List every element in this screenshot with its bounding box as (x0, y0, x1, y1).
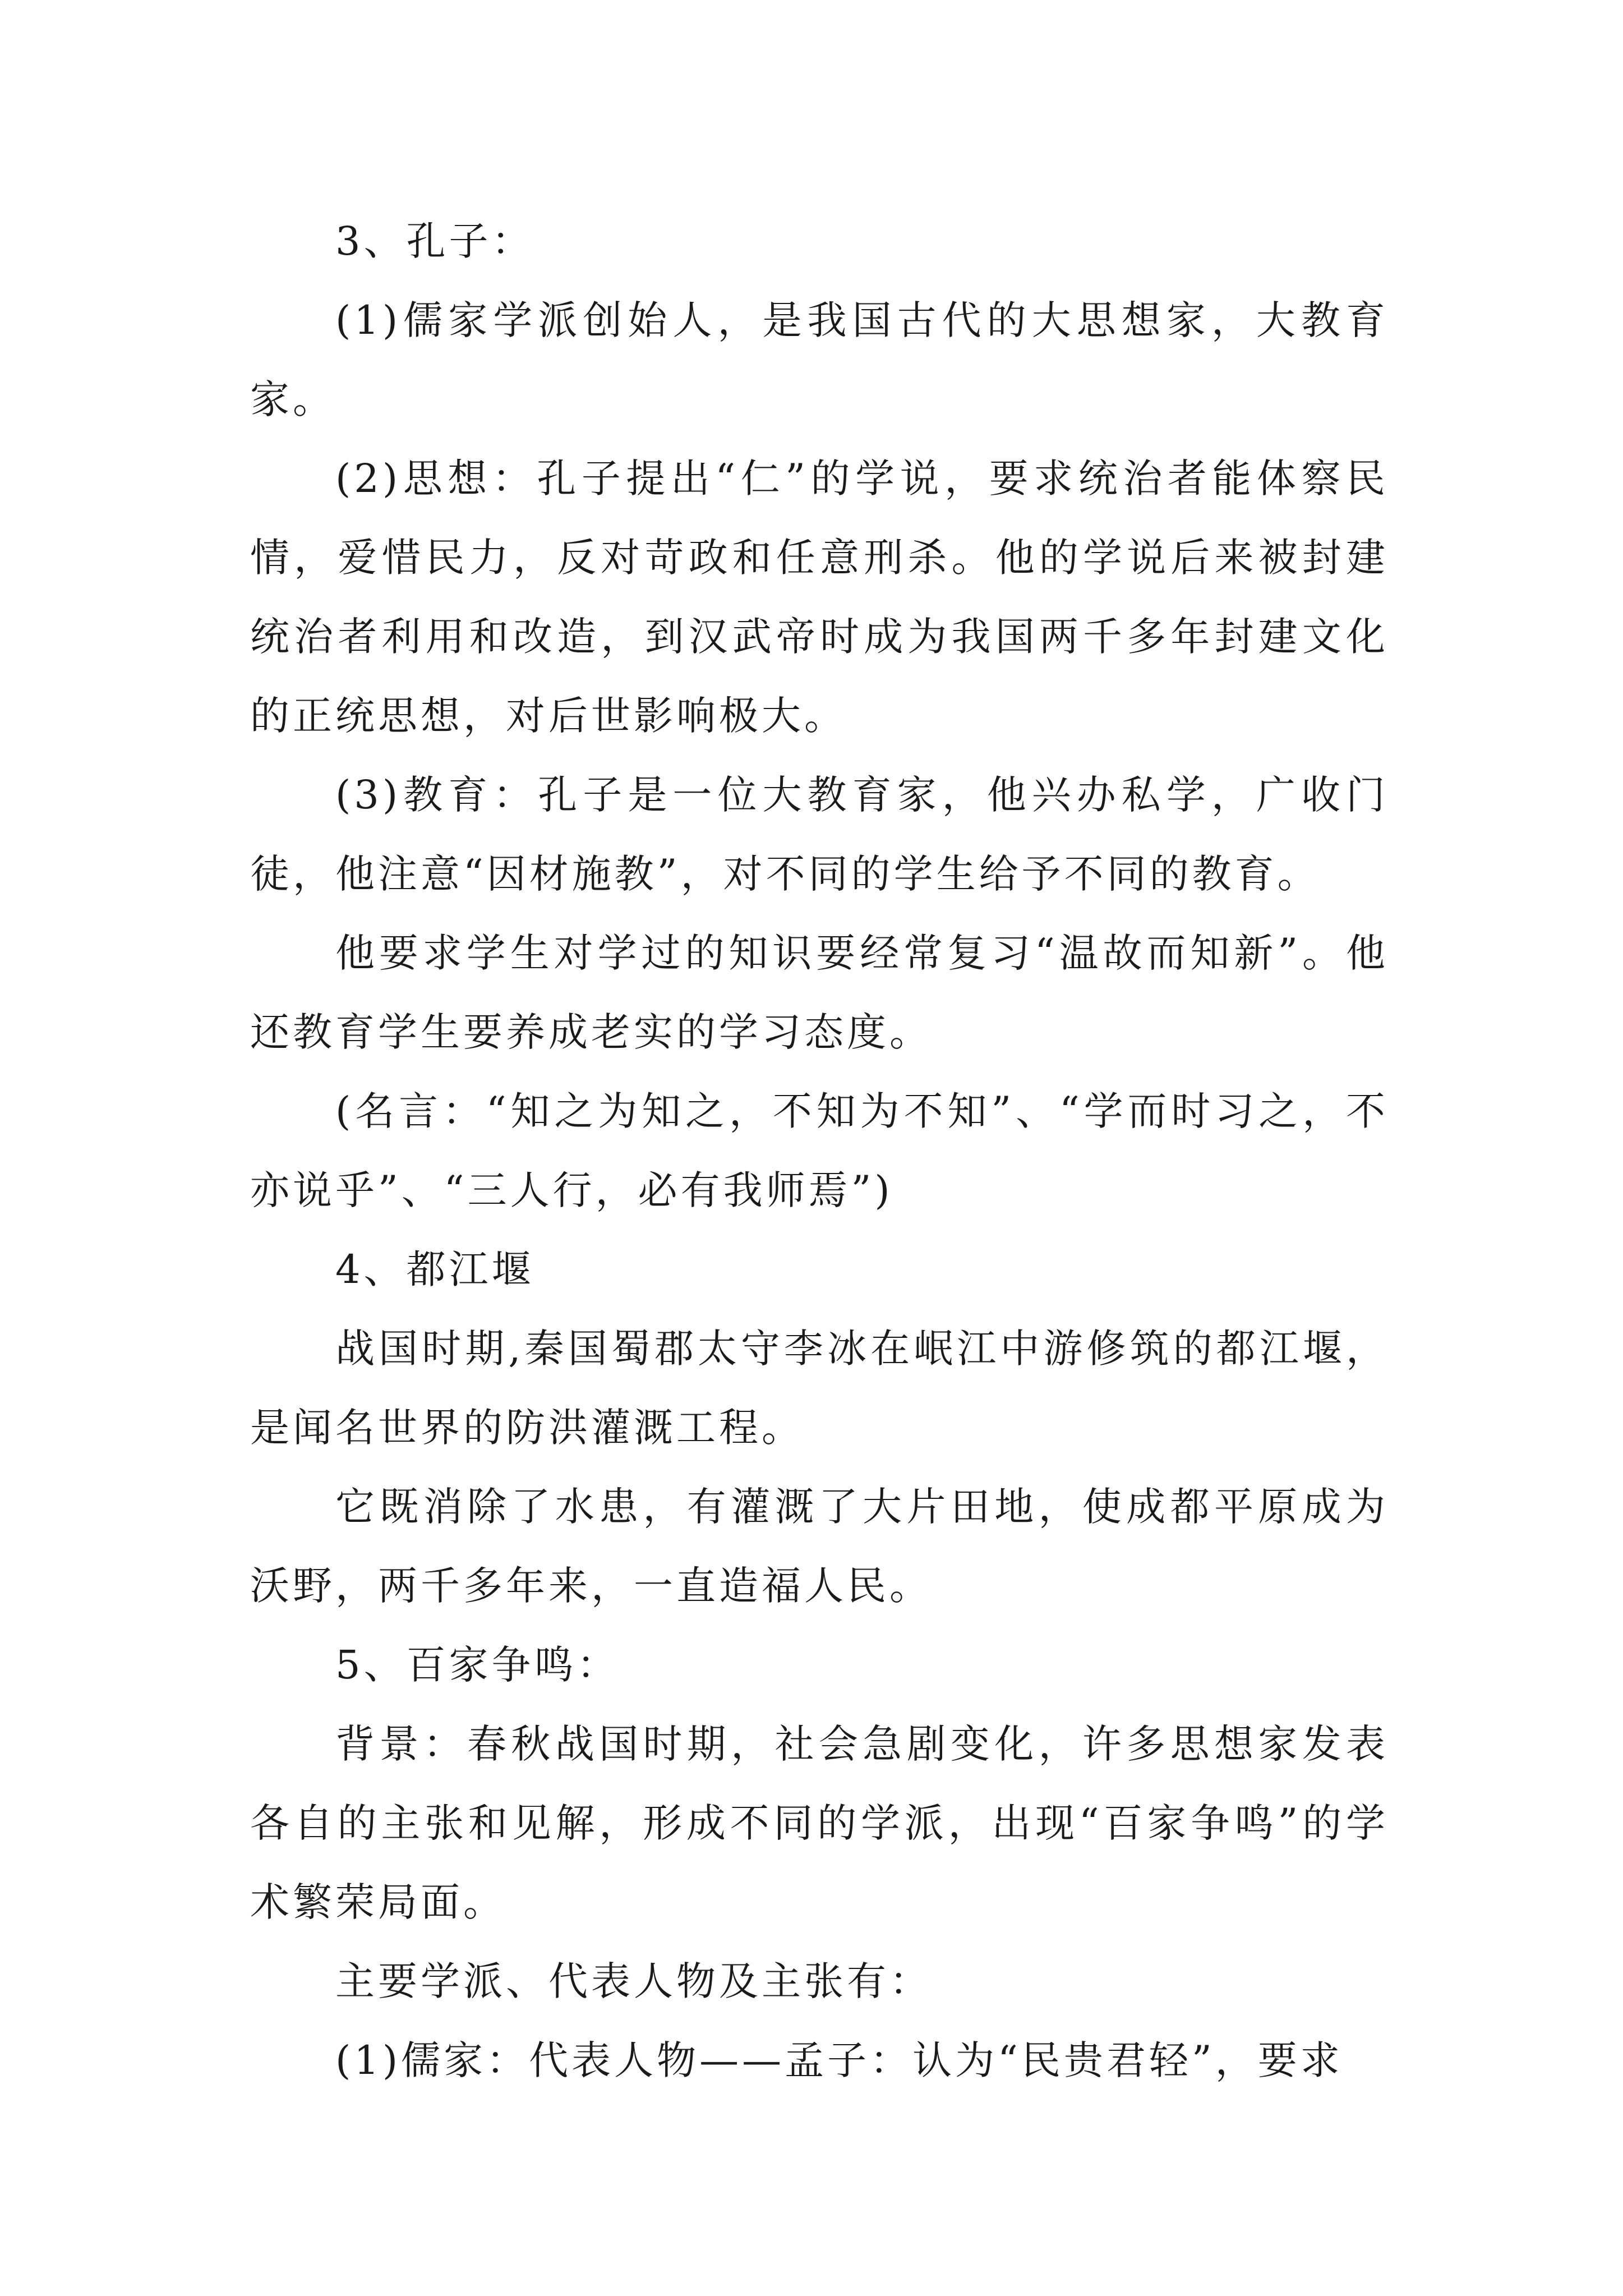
heading-confucius: 3、孔子： (335, 218, 534, 264)
paragraph-main-schools: 主要学派、代表人物及主张有： (335, 1958, 932, 2004)
paragraph-confucian-mencius: (1)儒家：代表人物——孟子：认为“民贵君轻”，要求 (335, 2037, 1343, 2083)
paragraph-education: (3)教育：孔子是一位大教育家，他兴办私学，广收门徒，他注意“因材施教”，对不同的学生给予不同的教育。 (250, 772, 1389, 897)
paragraph-background: 背景：春秋战国时期，社会急剧变化，许多思想家发表各自的主张和见解，形成不同的学派，出现“百家争鸣”的学术繁荣局面。 (250, 1721, 1389, 1925)
paragraph-thought: (2)思想：孔子提出“仁”的学说，要求统治者能体察民情，爱惜民力，反对苛政和任意刑杀。他的学说后来被封建统治者利用和改造，到汉武帝时成为我国两千多年封建文化的正统思想，对后世影响极大。 (250, 455, 1389, 739)
heading-hundred-schools: 5、百家争鸣： (335, 1642, 620, 1688)
paragraph-dujiangyan-built: 战国时期,秦国蜀郡太守李冰在岷江中游修筑的都江堰，是闻名世界的防洪灌溉工程。 (250, 1326, 1389, 1451)
paragraph-quotes: (名言：“知之为知之，不知为不知”、“学而时习之，不亦说乎”、“三人行，必有我师焉”) (250, 1088, 1389, 1213)
paragraph-confucian-founder: (1)儒家学派创始人，是我国古代的大思想家，大教育家。 (250, 297, 1389, 422)
heading-dujiangyan: 4、都江堰 (335, 1246, 534, 1292)
document-body (250, 202, 1389, 2100)
paragraph-dujiangyan-effect: 它既消除了水患，有灌溉了大片田地，使成都平原成为沃野，两千多年来，一直造福人民。 (250, 1484, 1389, 1609)
paragraph-review: 他要求学生对学过的知识要经常复习“温故而知新”。他还教育学生要养成老实的学习态度。 (250, 930, 1389, 1055)
